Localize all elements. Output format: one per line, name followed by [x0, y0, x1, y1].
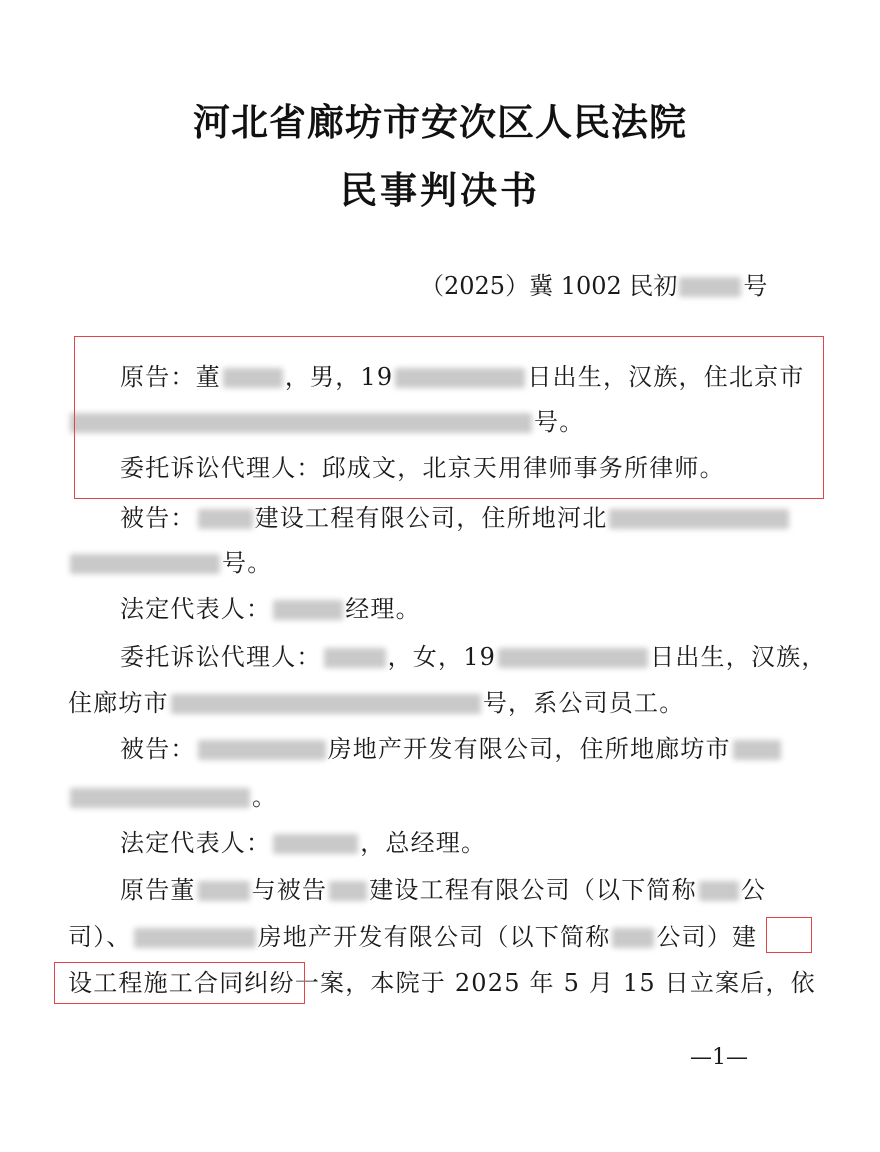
page-number: —1—: [690, 1045, 748, 1070]
agent-gender: ，女，19: [387, 643, 497, 671]
body-line-2: [68, 920, 808, 954]
defendant1-agent-line-2: [68, 686, 808, 720]
redacted-block: [733, 740, 781, 760]
body-text: 原告董: [120, 876, 196, 904]
plaintiff-agent: 委托诉讼代理人：邱成文，北京天用律师事务所律师。: [120, 454, 725, 482]
redacted-block: [198, 740, 326, 760]
defendant1-address-end: 号。: [222, 549, 273, 577]
defendant2-address-end: 。: [252, 783, 278, 811]
highlight-box-case-cause-start: [766, 917, 812, 953]
body-text: 司）、: [68, 923, 132, 951]
redacted-block: [198, 881, 250, 901]
legal-rep-title: 经理。: [345, 595, 421, 623]
plaintiff-birth-residence: 日出生，汉族，住北京市: [527, 363, 805, 391]
legal-rep-label: 法定代表人：: [120, 829, 272, 857]
body-text-highlighted: 建: [732, 923, 758, 951]
defendant1-legal-rep: [120, 592, 808, 626]
legal-rep-label: 法定代表人：: [120, 595, 272, 623]
court-name: 河北省廊坊市安次区人民法院: [193, 101, 687, 144]
body-text: 公: [740, 876, 767, 904]
redacted-block: [324, 648, 386, 668]
highlight-box-plaintiff: [74, 336, 824, 499]
defendant1-line-1: [120, 501, 808, 535]
redacted-block: [134, 928, 256, 948]
redacted-block: [273, 600, 343, 620]
body-text: 一案，本院于 2025 年 5 月 15 日立案后，依: [294, 969, 816, 997]
defendant1-line-2: [68, 546, 808, 580]
defendant1-agent-line-1: [120, 640, 827, 674]
highlight-box-case-cause: [54, 962, 305, 1004]
plaintiff-gender: ，男，19: [284, 363, 394, 391]
defendant2-line-2: [68, 780, 808, 814]
document-type: 民事判决书: [340, 169, 540, 212]
case-number-prefix: （2025）冀 1002 民初: [420, 272, 678, 300]
redacted-block: [70, 554, 220, 574]
body-line-1: [120, 873, 808, 907]
redacted-block: [329, 881, 367, 901]
defendant2-legal-rep: [120, 826, 808, 860]
body-text: 公司）: [656, 923, 733, 951]
redacted-block: [612, 928, 654, 948]
defendant1-label: 被告：: [120, 504, 196, 532]
case-number: [420, 266, 767, 301]
redacted-block: [171, 694, 481, 714]
body-text: 房地产开发有限公司（以下简称: [257, 923, 611, 951]
agent-residence-label: 住廊坊市: [68, 689, 169, 717]
redacted-block: [273, 834, 358, 854]
agent-residence-end: 号，系公司员工。: [482, 689, 685, 717]
plaintiff-address-end: 号。: [534, 408, 585, 436]
defendant2-name-address: 房地产开发有限公司，住所地廊坊市: [327, 735, 731, 763]
redacted-block: [679, 277, 741, 297]
defendant2-label: 被告：: [120, 735, 196, 763]
case-number-suffix: 号: [743, 272, 768, 300]
body-text: 建设工程有限公司（以下简称: [369, 876, 697, 904]
plaintiff-label: 原告：董: [120, 363, 221, 391]
body-text: 与被告: [251, 876, 328, 904]
defendant1-name-address: 建设工程有限公司，住所地河北: [254, 504, 608, 532]
agent-birth: 日出生，汉族，: [650, 643, 827, 671]
redacted-block: [498, 648, 648, 668]
redacted-block: [699, 881, 739, 901]
legal-rep-title: ，总经理。: [360, 829, 487, 857]
redacted-block: [198, 509, 253, 529]
defendant2-line-1: [120, 732, 808, 766]
redacted-block: [609, 509, 789, 529]
redacted-block: [70, 788, 250, 808]
agent-label: 委托诉讼代理人：: [120, 643, 322, 671]
case-cause-highlighted: 设工程施工合同纠纷: [68, 969, 295, 997]
